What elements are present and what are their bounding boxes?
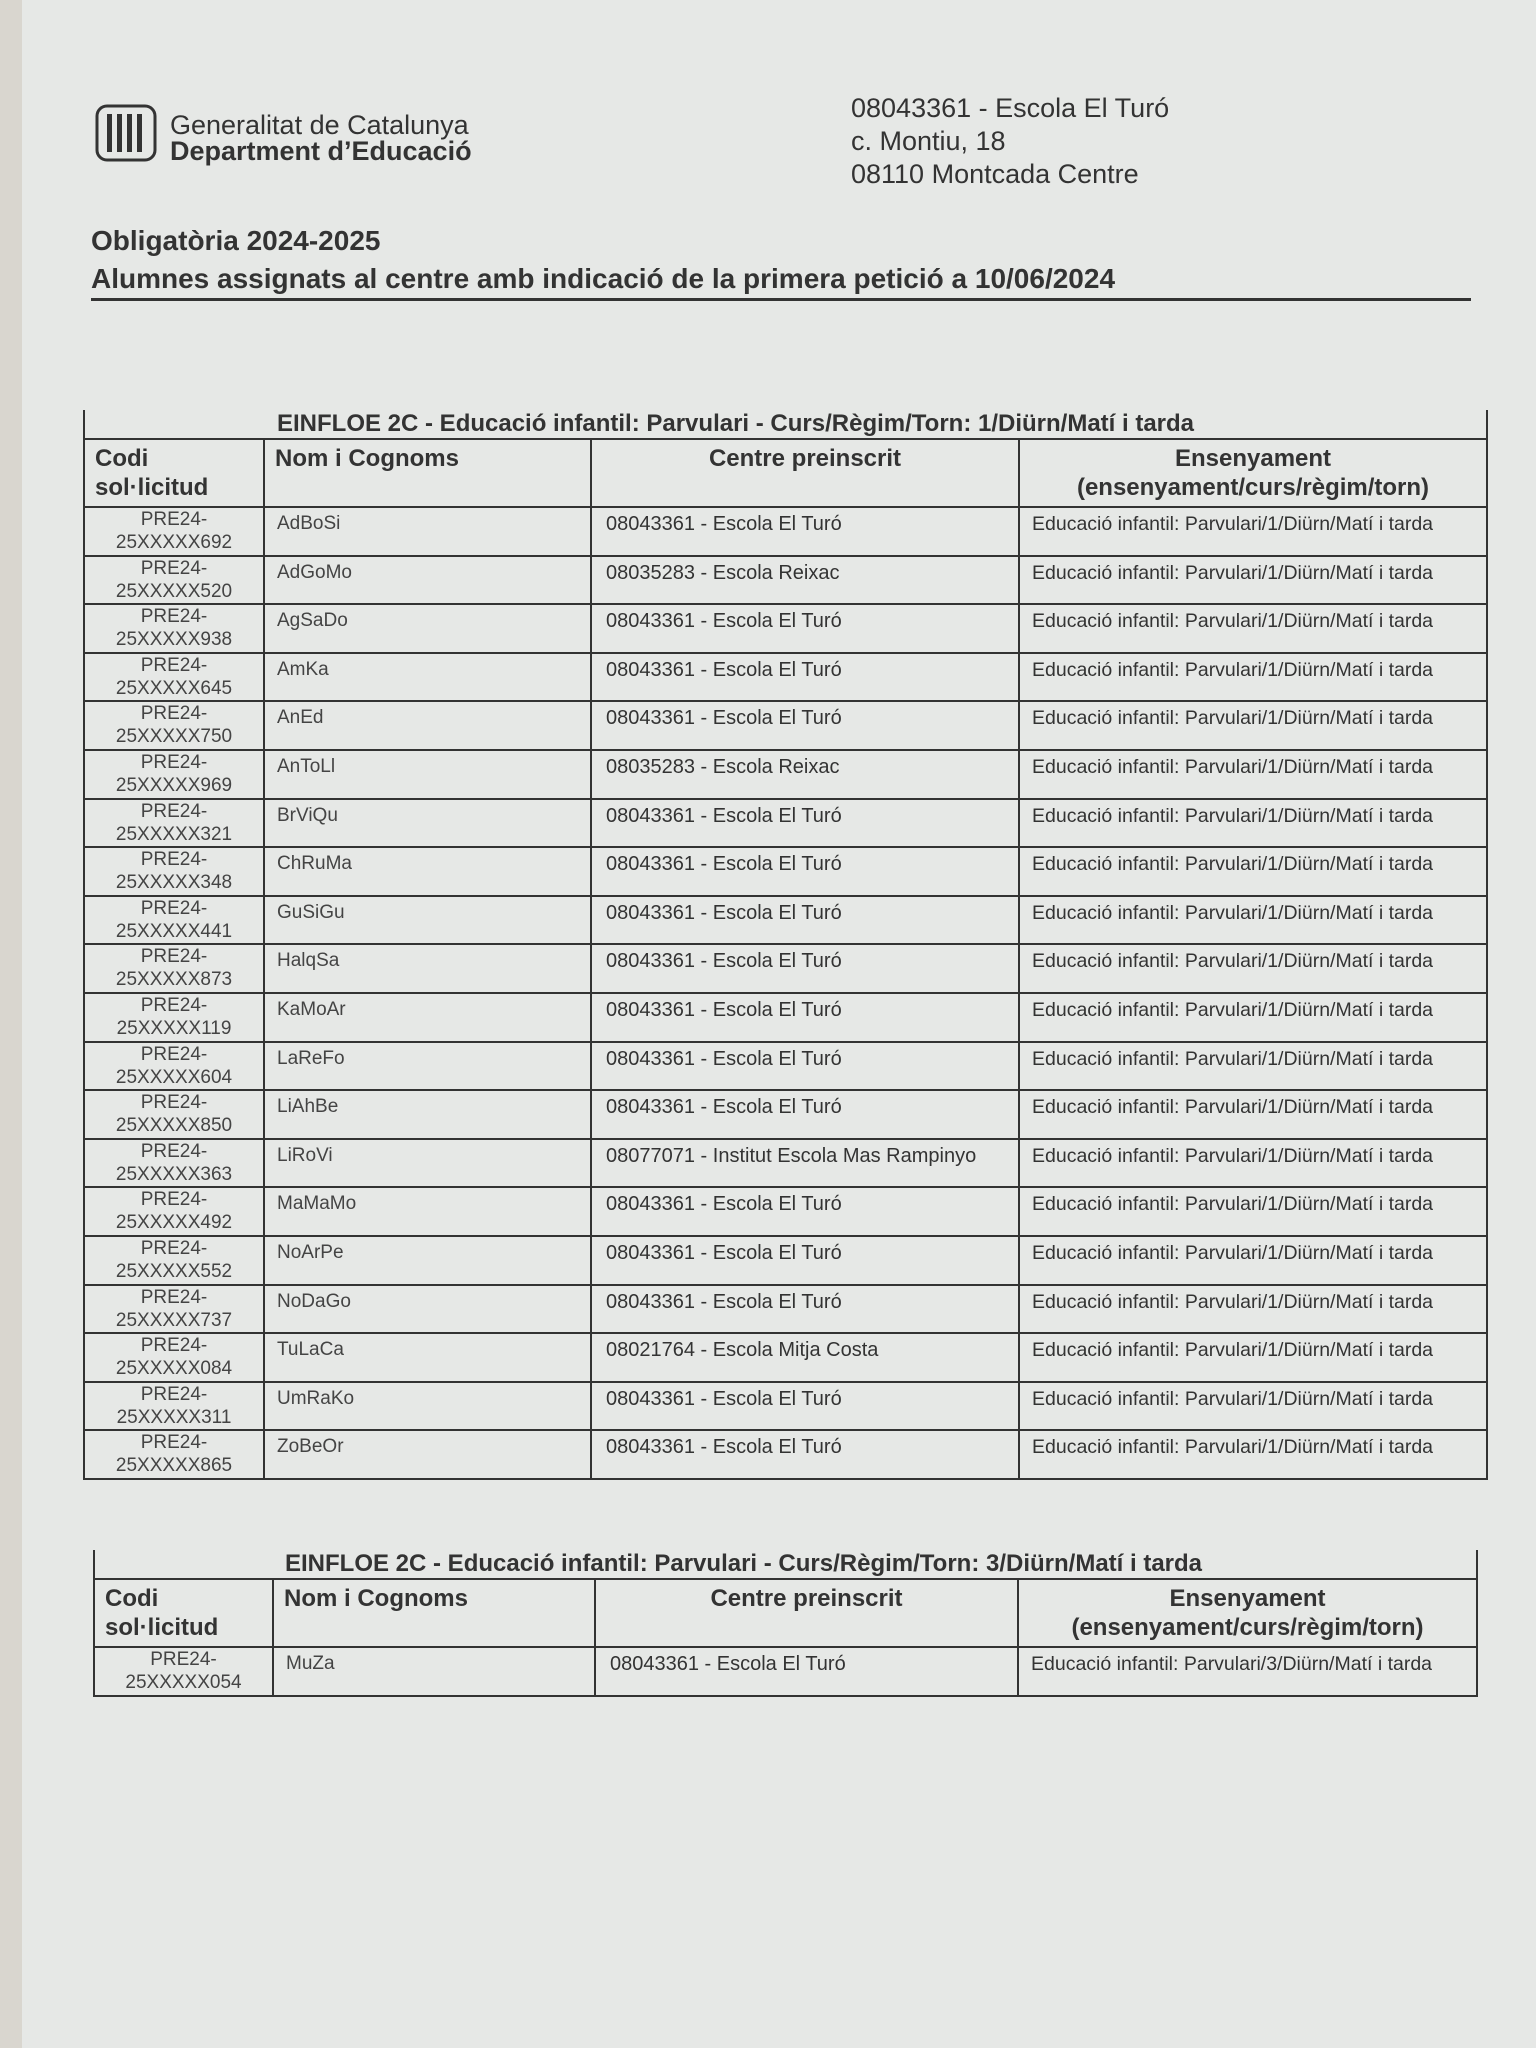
- student-name-cell: ChRuMa: [264, 847, 591, 896]
- request-code-number: 25XXXXX441: [115, 920, 233, 942]
- request-code-prefix: PRE24-: [140, 1189, 208, 1211]
- school-address: [851, 92, 1169, 191]
- header-text: Codi: [105, 1585, 159, 1612]
- request-code-cell: [84, 507, 264, 556]
- header-text: sol·licitud: [95, 474, 209, 501]
- request-code-number: 25XXXXX850: [115, 1115, 233, 1137]
- student-name-cell: AgSaDo: [264, 604, 591, 653]
- header-text: (ensenyament/curs/règim/torn): [1071, 1614, 1424, 1641]
- request-code-number: 25XXXXX054: [125, 1672, 242, 1693]
- ensenyament-cell: Educació infantil: Parvulari/1/Diürn/Matí i tarda: [1019, 507, 1487, 556]
- request-code-prefix: PRE24-: [140, 557, 208, 579]
- request-code-number: 25XXXXX750: [115, 726, 233, 748]
- school-line: c. Montiu, 18: [851, 126, 1006, 156]
- request-code-prefix: PRE24-: [140, 751, 208, 773]
- request-code-number: 25XXXXX492: [115, 1212, 233, 1234]
- request-code-cell: [84, 1333, 264, 1382]
- ensenyament-cell: Educació infantil: Parvulari/1/Diürn/Matí i tarda: [1019, 653, 1487, 702]
- student-name-cell: NoArPe: [264, 1236, 591, 1285]
- request-code-number: 25XXXXX348: [115, 872, 233, 894]
- column-header-codi: [84, 439, 264, 507]
- request-code-cell: [84, 896, 264, 945]
- header-text: (ensenyament/curs/règim/torn): [1076, 474, 1430, 501]
- request-code-prefix: PRE24-: [140, 1043, 208, 1065]
- student-name-cell: AdGoMo: [264, 556, 591, 605]
- student-name-cell: GuSiGu: [264, 896, 591, 945]
- ensenyament-cell: Educació infantil: Parvulari/1/Diürn/Matí i tarda: [1019, 556, 1487, 605]
- column-header-ensenyament: [1018, 1579, 1477, 1647]
- table-row: [84, 799, 1487, 848]
- request-code-cell: [84, 1042, 264, 1091]
- request-code-cell: [84, 556, 264, 605]
- student-name-cell: TuLaCa: [264, 1333, 591, 1382]
- request-code-number: 25XXXXX865: [115, 1455, 233, 1477]
- preinscribed-centre-cell: 08043361 - Escola El Turó: [591, 1090, 1019, 1139]
- request-code-prefix: PRE24-: [140, 703, 208, 725]
- request-code-prefix: PRE24-: [140, 800, 208, 822]
- request-code-number: 25XXXXX520: [115, 580, 233, 602]
- table-row: [84, 944, 1487, 993]
- student-name-cell: MaMaMo: [264, 1187, 591, 1236]
- ensenyament-cell: Educació infantil: Parvulari/1/Diürn/Matí i tarda: [1019, 993, 1487, 1042]
- assignment-table-curs-3: [93, 1550, 1478, 1697]
- column-header-nom: Nom i Cognoms: [273, 1579, 595, 1647]
- preinscribed-centre-cell: 08043361 - Escola El Turó: [591, 653, 1019, 702]
- table-row: [94, 1647, 1477, 1696]
- request-code-number: 25XXXXX692: [115, 532, 233, 553]
- preinscribed-centre-cell: 08043361 - Escola El Turó: [591, 604, 1019, 653]
- table-row: [84, 1430, 1487, 1479]
- ensenyament-cell: Educació infantil: Parvulari/1/Diürn/Matí i tarda: [1019, 799, 1487, 848]
- ensenyament-cell: Educació infantil: Parvulari/1/Diürn/Matí i tarda: [1019, 1382, 1487, 1431]
- ensenyament-cell: Educació infantil: Parvulari/1/Diürn/Matí i tarda: [1019, 1187, 1487, 1236]
- request-code-prefix: PRE24-: [140, 509, 208, 530]
- ensenyament-cell: Educació infantil: Parvulari/1/Diürn/Matí i tarda: [1019, 1333, 1487, 1382]
- request-code-number: 25XXXXX363: [115, 1163, 233, 1185]
- student-name-cell: ZoBeOr: [264, 1430, 591, 1479]
- ensenyament-cell: Educació infantil: Parvulari/1/Diürn/Matí i tarda: [1019, 1090, 1487, 1139]
- request-code-number: 25XXXXX604: [115, 1066, 233, 1088]
- student-name-cell: MuZa: [273, 1647, 595, 1696]
- table-row: [84, 701, 1487, 750]
- student-name-cell: AnToLl: [264, 750, 591, 799]
- preinscribed-centre-cell: 08043361 - Escola El Turó: [591, 1042, 1019, 1091]
- preinscribed-centre-cell: 08043361 - Escola El Turó: [591, 1285, 1019, 1334]
- request-code-cell: [84, 1382, 264, 1431]
- table-row: [84, 1382, 1487, 1431]
- column-header-centre: Centre preinscrit: [591, 439, 1019, 507]
- column-header-ensenyament: [1019, 439, 1487, 507]
- school-line: 08110 Montcada Centre: [851, 159, 1139, 189]
- request-code-number: 25XXXXX645: [115, 677, 233, 699]
- request-code-prefix: PRE24-: [140, 1286, 208, 1308]
- request-code-number: 25XXXXX552: [115, 1260, 233, 1282]
- assignment-table-curs-1: [83, 410, 1488, 1480]
- request-code-number: 25XXXXX873: [115, 969, 233, 991]
- ensenyament-cell: Educació infantil: Parvulari/1/Diürn/Matí i tarda: [1019, 1042, 1487, 1091]
- preinscribed-centre-cell: 08021764 - Escola Mitja Costa: [591, 1333, 1019, 1382]
- preinscribed-centre-cell: 08043361 - Escola El Turó: [591, 507, 1019, 556]
- table-body: [94, 1647, 1477, 1696]
- request-code-cell: [84, 701, 264, 750]
- preinscribed-centre-cell: 08043361 - Escola El Turó: [591, 1187, 1019, 1236]
- request-code-prefix: PRE24-: [140, 1432, 208, 1454]
- request-code-prefix: PRE24-: [140, 1092, 208, 1114]
- request-code-cell: [84, 1090, 264, 1139]
- request-code-cell: [84, 1187, 264, 1236]
- student-name-cell: AmKa: [264, 653, 591, 702]
- student-name-cell: BrViQu: [264, 799, 591, 848]
- request-code-prefix: PRE24-: [150, 1649, 217, 1670]
- request-code-prefix: PRE24-: [140, 1383, 208, 1405]
- request-code-number: 25XXXXX119: [116, 1017, 232, 1039]
- request-code-prefix: PRE24-: [140, 1237, 208, 1259]
- request-code-cell: [84, 1430, 264, 1479]
- request-code-prefix: PRE24-: [140, 1335, 208, 1357]
- student-name-cell: HalqSa: [264, 944, 591, 993]
- preinscribed-centre-cell: 08043361 - Escola El Turó: [591, 944, 1019, 993]
- title-divider: [91, 298, 1471, 301]
- ensenyament-cell: Educació infantil: Parvulari/1/Diürn/Matí i tarda: [1019, 944, 1487, 993]
- request-code-cell: [84, 1139, 264, 1188]
- preinscribed-centre-cell: 08077071 - Institut Escola Mas Rampinyo: [591, 1139, 1019, 1188]
- header-text: sol·licitud: [105, 1614, 219, 1641]
- table-row: [84, 604, 1487, 653]
- request-code-cell: [84, 799, 264, 848]
- header-text: Ensenyament: [1174, 445, 1332, 472]
- ensenyament-cell: Educació infantil: Parvulari/1/Diürn/Matí i tarda: [1019, 750, 1487, 799]
- preinscribed-centre-cell: 08043361 - Escola El Turó: [591, 896, 1019, 945]
- student-name-cell: NoDaGo: [264, 1285, 591, 1334]
- table-row: [84, 556, 1487, 605]
- document-title: Obligatòria 2024-2025: [91, 225, 381, 256]
- table-row: [84, 1090, 1487, 1139]
- request-code-prefix: PRE24-: [140, 994, 208, 1016]
- generalitat-logo: [95, 104, 157, 162]
- org-name: Generalitat de Catalunya: [170, 110, 469, 140]
- student-name-cell: UmRaKo: [264, 1382, 591, 1431]
- table-row: [84, 993, 1487, 1042]
- request-code-prefix: PRE24-: [140, 1140, 208, 1162]
- student-name-cell: LiAhBe: [264, 1090, 591, 1139]
- ensenyament-cell: Educació infantil: Parvulari/1/Diürn/Matí i tarda: [1019, 847, 1487, 896]
- table-row: [84, 896, 1487, 945]
- column-header-nom: Nom i Cognoms: [264, 439, 591, 507]
- request-code-number: 25XXXXX938: [115, 629, 233, 651]
- request-code-cell: [84, 750, 264, 799]
- preinscribed-centre-cell: 08043361 - Escola El Turó: [591, 847, 1019, 896]
- table-caption: EINFLOE 2C - Educació infantil: Parvulari - Curs/Règim/Torn: 1/Diürn/Matí i tarda: [84, 410, 1487, 439]
- request-code-cell: [84, 944, 264, 993]
- header-text: Codi: [95, 445, 149, 472]
- table-row: [84, 653, 1487, 702]
- preinscribed-centre-cell: 08043361 - Escola El Turó: [591, 993, 1019, 1042]
- table-row: [84, 1139, 1487, 1188]
- student-name-cell: AdBoSi: [264, 507, 591, 556]
- request-code-number: 25XXXXX321: [115, 823, 233, 845]
- preinscribed-centre-cell: 08043361 - Escola El Turó: [591, 1236, 1019, 1285]
- request-code-cell: [84, 653, 264, 702]
- column-header-codi: [94, 1579, 273, 1647]
- ensenyament-cell: Educació infantil: Parvulari/1/Diürn/Matí i tarda: [1019, 1139, 1487, 1188]
- student-name-cell: LaReFo: [264, 1042, 591, 1091]
- student-name-cell: AnEd: [264, 701, 591, 750]
- request-code-number: 25XXXXX969: [115, 774, 233, 796]
- table-row: [84, 1187, 1487, 1236]
- request-code-cell: [84, 847, 264, 896]
- request-code-prefix: PRE24-: [140, 849, 208, 871]
- request-code-cell: [94, 1647, 273, 1696]
- request-code-number: 25XXXXX737: [115, 1309, 233, 1331]
- ensenyament-cell: Educació infantil: Parvulari/3/Diürn/Matí i tarda: [1018, 1647, 1477, 1696]
- student-name-cell: LiRoVi: [264, 1139, 591, 1188]
- document-subtitle: Alumnes assignats al centre amb indicació de la primera petició a 10/06/2024: [91, 263, 1116, 294]
- request-code-prefix: PRE24-: [140, 606, 208, 628]
- ensenyament-cell: Educació infantil: Parvulari/1/Diürn/Matí i tarda: [1019, 896, 1487, 945]
- request-code-cell: [84, 604, 264, 653]
- table-row: [84, 507, 1487, 556]
- request-code-prefix: PRE24-: [140, 946, 208, 968]
- preinscribed-centre-cell: 08043361 - Escola El Turó: [591, 799, 1019, 848]
- table-body: [84, 507, 1487, 1479]
- preinscribed-centre-cell: 08043361 - Escola El Turó: [595, 1647, 1018, 1696]
- request-code-number: 25XXXXX084: [115, 1358, 233, 1380]
- request-code-cell: [84, 993, 264, 1042]
- table-row: [84, 1042, 1487, 1091]
- table-row: [84, 1285, 1487, 1334]
- table-caption: EINFLOE 2C - Educació infantil: Parvulari - Curs/Règim/Torn: 3/Diürn/Matí i tarda: [94, 1550, 1477, 1579]
- column-header-centre: Centre preinscrit: [595, 1579, 1018, 1647]
- preinscribed-centre-cell: 08043361 - Escola El Turó: [591, 1430, 1019, 1479]
- ensenyament-cell: Educació infantil: Parvulari/1/Diürn/Matí i tarda: [1019, 1236, 1487, 1285]
- table-row: [84, 750, 1487, 799]
- request-code-cell: [84, 1236, 264, 1285]
- request-code-number: 25XXXXX311: [116, 1406, 232, 1428]
- table-row: [84, 1236, 1487, 1285]
- ensenyament-cell: Educació infantil: Parvulari/1/Diürn/Matí i tarda: [1019, 701, 1487, 750]
- student-name-cell: KaMoAr: [264, 993, 591, 1042]
- request-code-prefix: PRE24-: [140, 654, 208, 676]
- preinscribed-centre-cell: 08035283 - Escola Reixac: [591, 750, 1019, 799]
- table-row: [84, 847, 1487, 896]
- school-line: 08043361 - Escola El Turó: [851, 93, 1170, 123]
- department-name: Department d’Educació: [170, 136, 472, 166]
- header-text: Ensenyament: [1169, 1585, 1326, 1612]
- request-code-cell: [84, 1285, 264, 1334]
- preinscribed-centre-cell: 08043361 - Escola El Turó: [591, 701, 1019, 750]
- request-code-prefix: PRE24-: [140, 897, 208, 919]
- ensenyament-cell: Educació infantil: Parvulari/1/Diürn/Matí i tarda: [1019, 1285, 1487, 1334]
- ensenyament-cell: Educació infantil: Parvulari/1/Diürn/Matí i tarda: [1019, 1430, 1487, 1479]
- table-row: [84, 1333, 1487, 1382]
- preinscribed-centre-cell: 08035283 - Escola Reixac: [591, 556, 1019, 605]
- ensenyament-cell: Educació infantil: Parvulari/1/Diürn/Matí i tarda: [1019, 604, 1487, 653]
- preinscribed-centre-cell: 08043361 - Escola El Turó: [591, 1382, 1019, 1431]
